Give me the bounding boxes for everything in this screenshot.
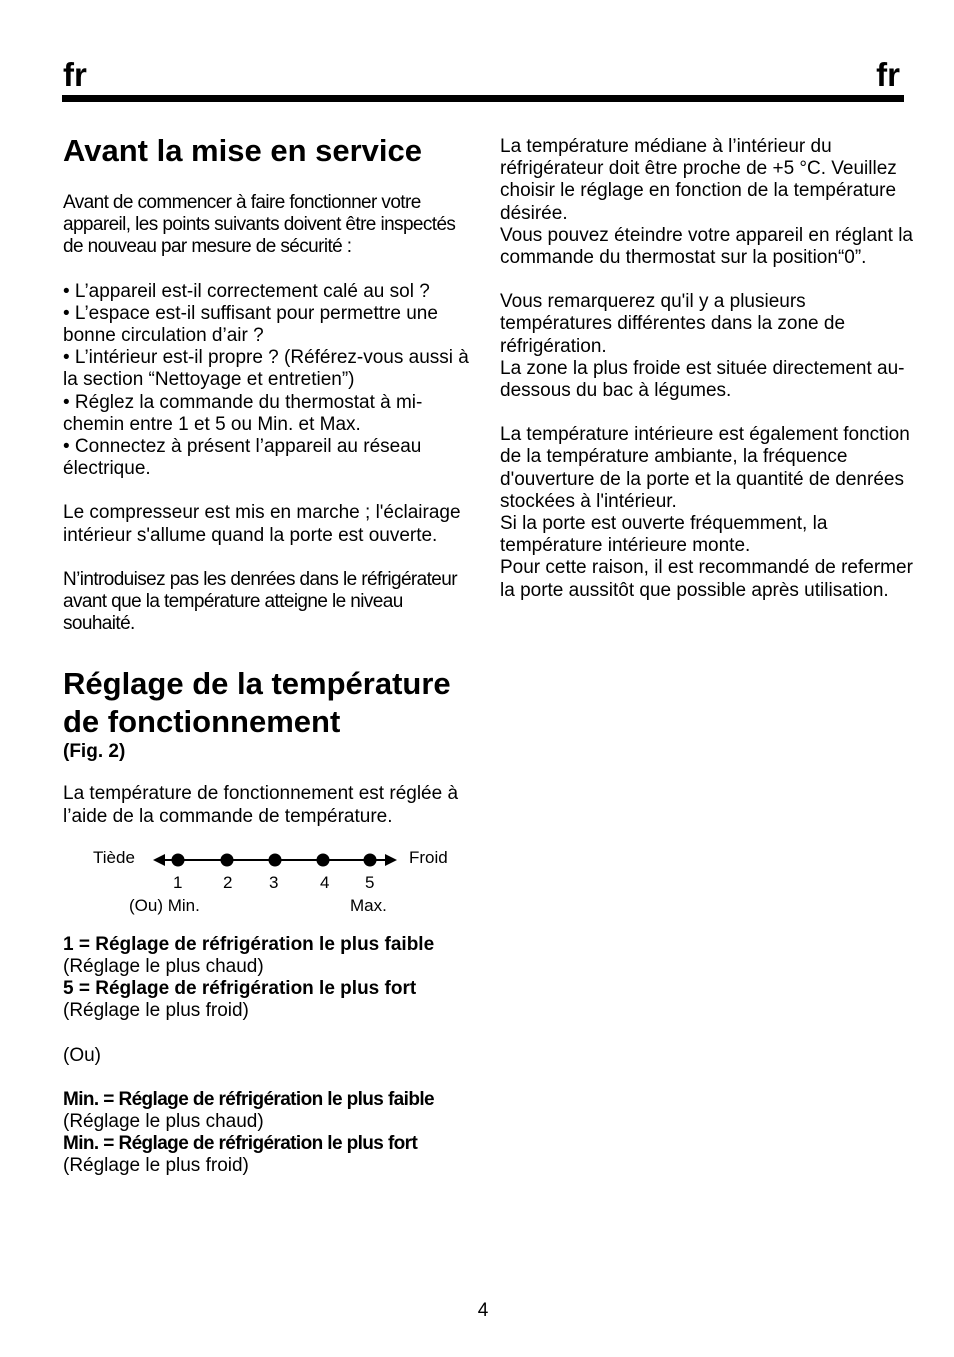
setting-definition: (Réglage le plus chaud)	[63, 1111, 264, 1133]
checklist-item: • L’appareil est-il correctement calé au sol ?	[63, 280, 430, 302]
setting-definition: (Réglage le plus froid)	[63, 1000, 249, 1022]
section-title-before-use: Avant la mise en service	[63, 133, 422, 168]
setting-definition-bold: 1 = Réglage de réfrigération le plus faible	[63, 933, 435, 955]
scale-number: 3	[269, 872, 279, 892]
section-title-temperature: Réglage de la température de fonctionnement	[63, 666, 451, 740]
scale-number: 4	[320, 872, 330, 892]
scale-min-label: (Ou) Min.	[129, 895, 200, 915]
scale-max-label: Max.	[350, 895, 387, 915]
median-temperature-paragraph: La température médiane à l’intérieur du réfrigérateur doit être proche de +5 °C. Veuillez choisir le réglage en fonction de la température désirée.	[500, 136, 897, 224]
scale-dot	[172, 853, 185, 866]
setting-definition-bold: Min. = Réglage de réfrigération le plus faible	[63, 1088, 434, 1110]
scale-dial-graphic	[151, 850, 399, 870]
or-separator: (Ou)	[63, 1044, 101, 1066]
checklist-item: • L’intérieur est-il propre ? (Référez-vous aussi à la section “Nettoyage et entretien”)	[63, 347, 469, 391]
scale-number: 5	[365, 872, 375, 892]
scale-dot	[221, 853, 234, 866]
scale-number: 2	[223, 872, 233, 892]
right-column	[500, 136, 920, 602]
checklist-item: • Connectez à présent l’appareil au réseau électrique.	[63, 436, 422, 480]
arrow-right-icon	[385, 854, 397, 866]
zones-paragraph: Vous remarquerez qu'il y a plusieurs températures différentes dans la zone de réfrigération.	[500, 291, 846, 357]
temperature-intro: La température de fonctionnement est réglée à l’aide de la commande de température.	[63, 783, 459, 827]
compressor-paragraph: Le compresseur est mis en marche ; l'éclairage intérieur s'allume quand la porte est ouverte.	[63, 502, 461, 546]
coldest-zone-paragraph: La zone la plus froide est située directement au-dessous du bac à légumes.	[500, 357, 905, 402]
language-tag-right: fr	[876, 56, 900, 93]
scale-number: 1	[173, 872, 183, 892]
scale-left-label: Tiède	[93, 847, 135, 867]
page-number: 4	[477, 1300, 489, 1321]
ambient-paragraph: La température intérieure est également fonction de la température ambiante, la fréquence d'ouverture de la porte et la quantité de denrées stockées à l'intérieur.	[500, 424, 910, 512]
scale-dot	[364, 853, 377, 866]
switch-off-paragraph: Vous pouvez éteindre votre appareil en réglant la commande du thermostat sur la position“0”.	[500, 224, 913, 269]
figure-reference: (Fig. 2)	[63, 741, 126, 763]
checklist-item: • L’espace est-il suffisant pour permettre une bonne circulation d’air ?	[63, 302, 438, 347]
thermostat-scale	[63, 848, 475, 928]
setting-definition-bold: 5 = Réglage de réfrigération le plus fort	[63, 978, 417, 1000]
scale-right-label: Froid	[409, 847, 448, 867]
language-tag-left: fr	[63, 56, 87, 93]
scale-dot	[317, 853, 330, 866]
scale-dot	[269, 853, 282, 866]
left-column	[63, 132, 475, 1178]
setting-definition: (Réglage le plus froid)	[63, 1155, 249, 1177]
setting-definition: (Réglage le plus chaud)	[63, 956, 264, 978]
setting-definition-bold: Min. = Réglage de réfrigération le plus fort	[63, 1133, 418, 1155]
door-open-paragraph: Si la porte est ouverte fréquemment, la température intérieure monte.	[500, 513, 828, 557]
intro-paragraph: Avant de commencer à faire fonctionner votre appareil, les points suivants doivent être inspectés de nouveau par mesure de sécurité :	[63, 192, 456, 258]
header-rule	[62, 95, 904, 102]
checklist-item: • Réglez la commande du thermostat à mi-chemin entre 1 et 5 ou Min. et Max.	[63, 391, 423, 435]
close-door-paragraph: Pour cette raison, il est recommandé de refermer la porte aussitôt que possible après utilisation.	[500, 557, 913, 601]
food-warning-paragraph: N’introduisez pas les denrées dans le réfrigérateur avant que la température atteigne le niveau souhaité.	[63, 568, 457, 635]
